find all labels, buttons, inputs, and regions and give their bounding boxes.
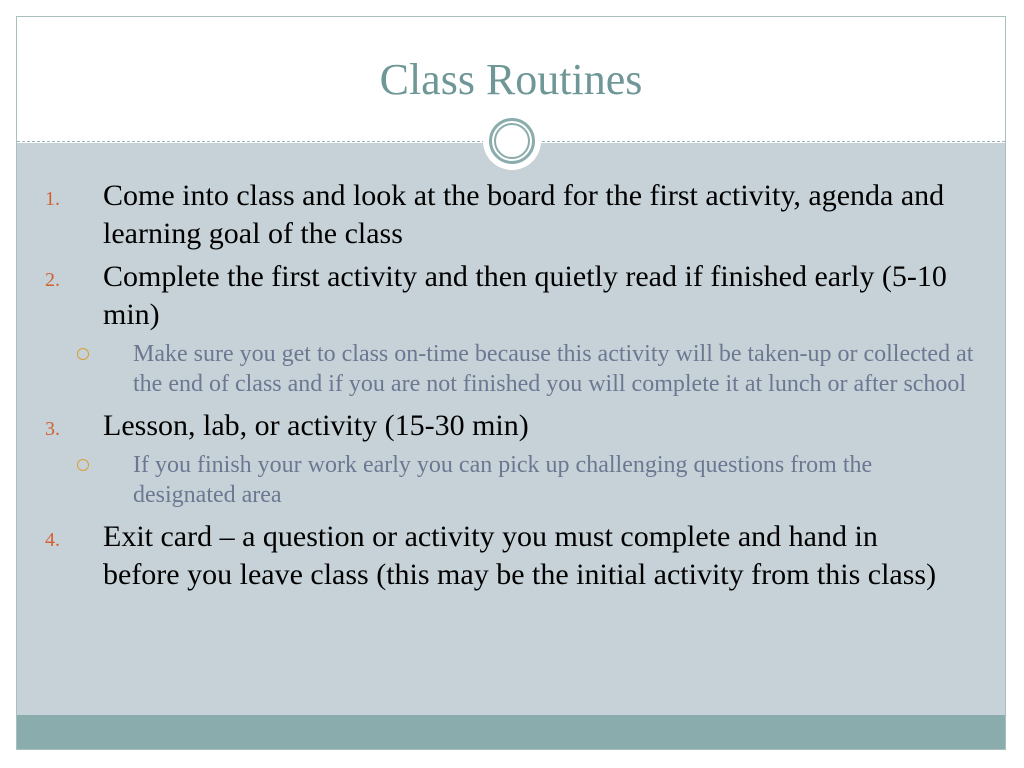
sub-list-item: [17, 339, 1005, 399]
list-item: [17, 177, 1005, 253]
sub-list-item: [17, 450, 1005, 510]
list-item-number: 2.: [45, 269, 60, 291]
list-item-text: Complete the first activity and then quietly read if finished early (5-10 min): [103, 260, 947, 331]
list-item: [17, 258, 1005, 334]
list-item-number: 1.: [45, 188, 60, 210]
list-item-number: 3.: [45, 418, 60, 440]
list-item-text: Exit card – a question or activity you must complete and hand in before you leave class (this may be the initial activity from this class): [103, 520, 937, 591]
sub-list-item-text: If you finish your work early you can pick up challenging questions from the designated area: [133, 452, 873, 508]
hollow-circle-bullet-icon: [77, 459, 89, 471]
circle-ornament-inner-icon: [494, 123, 530, 159]
hollow-circle-bullet-icon: [77, 348, 89, 360]
list-item: [17, 407, 1005, 445]
slide-title: Class Routines: [379, 55, 643, 104]
list-item-text: Come into class and look at the board for the first activity, agenda and learning goal of the class: [103, 179, 945, 250]
footer-band: [17, 715, 1005, 749]
list-item: [17, 518, 1005, 594]
routine-list: [17, 177, 1005, 599]
sub-list-item-text: Make sure you get to class on-time because this activity will be taken-up or collected at the end of class and if you are not finished you will complete it at lunch or after school: [133, 341, 974, 397]
list-item-number: 4.: [45, 529, 60, 551]
list-item-text: Lesson, lab, or activity (15-30 min): [103, 409, 529, 442]
slide: [16, 16, 1006, 750]
